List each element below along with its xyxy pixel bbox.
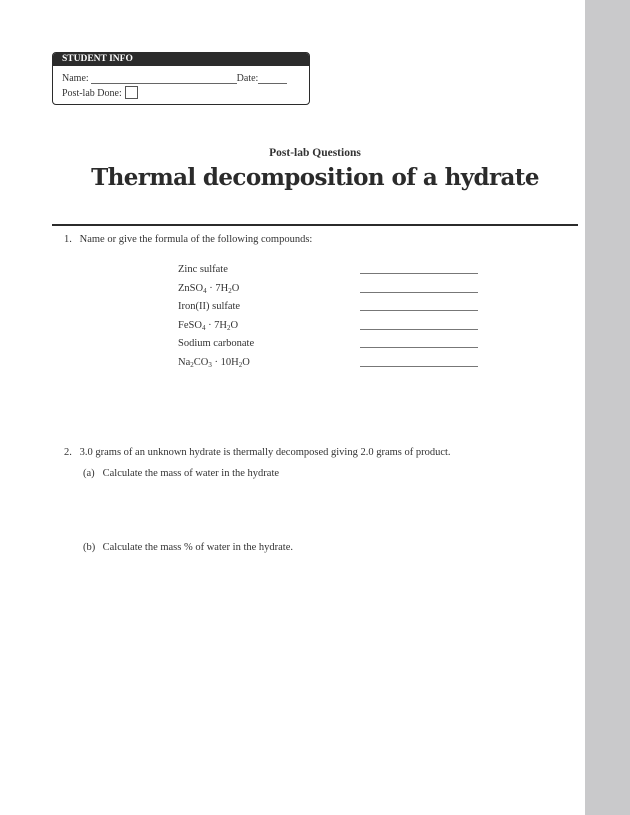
compound-label: Zinc sulfate — [178, 264, 228, 275]
student-info-box — [52, 52, 310, 105]
question-number: 1. — [64, 234, 72, 245]
formula-subscript: 2 — [228, 286, 232, 295]
formula-subscript: 3 — [208, 360, 212, 369]
date-label: Date: — [236, 73, 259, 84]
subquestion-a — [83, 468, 279, 479]
answer-line[interactable] — [360, 366, 478, 367]
compound-label — [178, 283, 239, 294]
postlab-label: Post-lab Done: — [62, 88, 122, 99]
question-text: 3.0 grams of an unknown hydrate is thermally decomposed giving 2.0 grams of product. — [79, 447, 451, 458]
page-side-bar — [585, 0, 630, 815]
formula-subscript: 2 — [227, 323, 231, 332]
question-number: 2. — [64, 447, 72, 458]
subquestion-label: (a) — [83, 468, 95, 479]
answer-line[interactable] — [360, 273, 478, 274]
formula-part: · 7H — [205, 319, 228, 331]
date-field[interactable] — [258, 73, 287, 84]
answer-line[interactable] — [360, 347, 478, 348]
formula-subscript: 4 — [203, 286, 207, 295]
answer-line[interactable] — [360, 310, 478, 311]
name-label: Name: — [62, 73, 89, 84]
compound-label: Sodium carbonate — [178, 338, 255, 349]
formula-part: · 7H — [206, 282, 229, 294]
name-field[interactable] — [91, 73, 237, 84]
student-info-header: STUDENT INFO — [53, 53, 309, 66]
compound-label — [178, 357, 250, 368]
formula-subscript: 2 — [238, 360, 243, 369]
formula-part: O — [242, 356, 250, 368]
postlab-row — [62, 86, 138, 99]
formula-subscript: 4 — [201, 323, 206, 332]
formula-part: · 10H — [211, 356, 239, 368]
question-2 — [64, 447, 451, 458]
formula-part: CO — [193, 356, 209, 368]
subquestion-label: (b) — [83, 542, 96, 553]
subquestion-text: Calculate the mass % of water in the hydrate. — [102, 542, 294, 553]
page-title: Thermal decomposition of a hydrate — [91, 164, 539, 191]
formula-part: Na — [178, 356, 191, 368]
answer-line[interactable] — [360, 329, 478, 330]
formula-part: FeSO — [178, 319, 202, 331]
answer-line[interactable] — [360, 292, 478, 293]
compound-label: Iron(II) sulfate — [178, 301, 241, 312]
question-text: Name or give the formula of the following compounds: — [79, 234, 313, 245]
formula-part: O — [230, 319, 239, 331]
formula-subscript: 2 — [190, 360, 194, 369]
subquestion-b — [83, 542, 293, 553]
name-date-row — [62, 73, 287, 84]
title-divider — [52, 224, 578, 226]
formula-part: ZnSO — [178, 282, 204, 294]
compound-label — [178, 320, 238, 331]
formula-part: O — [231, 282, 240, 294]
subquestion-text: Calculate the mass of water in the hydrate — [102, 468, 280, 479]
page-subtitle: Post-lab Questions — [269, 147, 361, 159]
question-1 — [64, 234, 312, 245]
postlab-done-checkbox[interactable] — [125, 86, 138, 99]
